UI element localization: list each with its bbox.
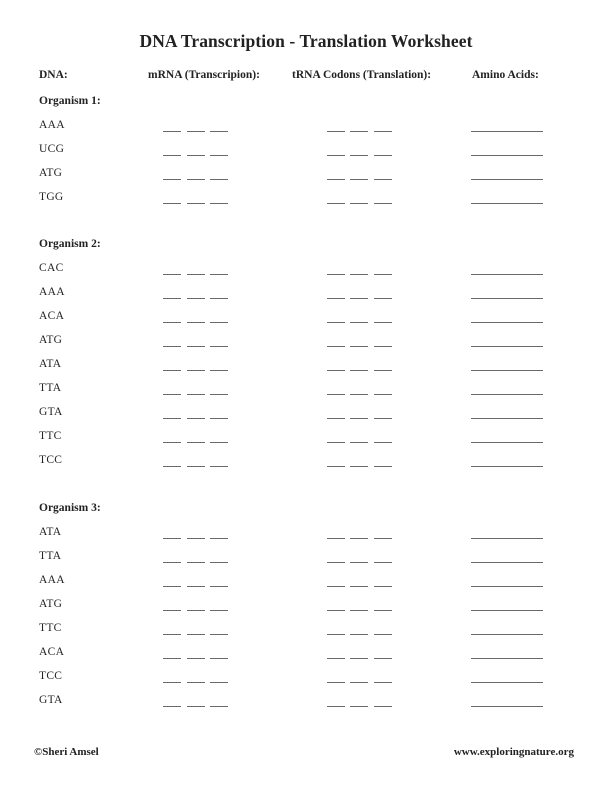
organism-label: Organism 2:: [39, 238, 101, 250]
mrna-blank[interactable]: [163, 706, 181, 707]
mrna-blank[interactable]: [163, 610, 181, 611]
dna-column-header: DNA:: [39, 69, 68, 81]
trna-column-header: tRNA Codons (Translation):: [292, 69, 432, 81]
trna-blank[interactable]: [350, 682, 368, 683]
trna-blank[interactable]: [327, 538, 345, 539]
trna-blank[interactable]: [374, 179, 392, 180]
mrna-blank[interactable]: [163, 442, 181, 443]
mrna-blank[interactable]: [210, 155, 228, 156]
trna-blank[interactable]: [374, 586, 392, 587]
mrna-blank[interactable]: [210, 203, 228, 204]
mrna-blank[interactable]: [187, 298, 205, 299]
dna-codon: ACA: [39, 310, 65, 322]
mrna-blank[interactable]: [163, 179, 181, 180]
amino-acid-blank[interactable]: [471, 370, 543, 371]
trna-blank[interactable]: [327, 203, 345, 204]
mrna-blank[interactable]: [187, 634, 205, 635]
mrna-blank[interactable]: [210, 706, 228, 707]
mrna-blank[interactable]: [163, 131, 181, 132]
dna-codon: AAA: [39, 286, 65, 298]
amino-acid-blank[interactable]: [471, 586, 543, 587]
trna-blank[interactable]: [327, 346, 345, 347]
mrna-blank[interactable]: [210, 370, 228, 371]
trna-blank[interactable]: [327, 658, 345, 659]
amino-acid-blank[interactable]: [471, 418, 543, 419]
mrna-blank[interactable]: [210, 562, 228, 563]
mrna-blank[interactable]: [163, 562, 181, 563]
mrna-blank[interactable]: [187, 682, 205, 683]
trna-blank[interactable]: [374, 442, 392, 443]
dna-codon: UCG: [39, 143, 65, 155]
copyright-text: ©Sheri Amsel: [34, 746, 99, 758]
mrna-blank[interactable]: [187, 706, 205, 707]
trna-blank[interactable]: [374, 298, 392, 299]
mrna-blank[interactable]: [187, 538, 205, 539]
trna-blank[interactable]: [350, 346, 368, 347]
amino-acid-blank[interactable]: [471, 394, 543, 395]
trna-blank[interactable]: [327, 131, 345, 132]
dna-codon: TCC: [39, 454, 63, 466]
mrna-blank[interactable]: [210, 418, 228, 419]
trna-blank[interactable]: [327, 442, 345, 443]
amino-acid-blank[interactable]: [471, 298, 543, 299]
dna-codon: ATG: [39, 167, 63, 179]
mrna-blank[interactable]: [163, 346, 181, 347]
mrna-blank[interactable]: [210, 466, 228, 467]
mrna-blank[interactable]: [163, 370, 181, 371]
dna-codon: CAC: [39, 262, 64, 274]
trna-blank[interactable]: [374, 610, 392, 611]
dna-codon: ATA: [39, 526, 62, 538]
organism-label: Organism 1:: [39, 95, 101, 107]
mrna-blank[interactable]: [187, 586, 205, 587]
trna-blank[interactable]: [350, 394, 368, 395]
trna-blank[interactable]: [374, 203, 392, 204]
mrna-blank[interactable]: [210, 538, 228, 539]
trna-blank[interactable]: [374, 682, 392, 683]
worksheet-title: DNA Transcription - Translation Worksheet: [139, 31, 473, 51]
dna-codon: TTC: [39, 622, 62, 634]
mrna-blank[interactable]: [163, 682, 181, 683]
trna-blank[interactable]: [374, 155, 392, 156]
dna-codon: GTA: [39, 406, 63, 418]
trna-blank[interactable]: [327, 274, 345, 275]
amino-acid-blank[interactable]: [471, 634, 543, 635]
trna-blank[interactable]: [374, 418, 392, 419]
dna-codon: ATA: [39, 358, 62, 370]
mrna-blank[interactable]: [187, 370, 205, 371]
mrna-blank[interactable]: [163, 418, 181, 419]
trna-blank[interactable]: [327, 298, 345, 299]
dna-codon: TTA: [39, 382, 62, 394]
mrna-blank[interactable]: [210, 322, 228, 323]
trna-blank[interactable]: [350, 586, 368, 587]
amino-acid-blank[interactable]: [471, 131, 543, 132]
trna-blank[interactable]: [374, 562, 392, 563]
mrna-blank[interactable]: [210, 179, 228, 180]
mrna-blank[interactable]: [210, 274, 228, 275]
trna-blank[interactable]: [350, 466, 368, 467]
trna-blank[interactable]: [374, 634, 392, 635]
mrna-column-header: mRNA (Transcripion):: [148, 69, 260, 81]
mrna-blank[interactable]: [163, 658, 181, 659]
trna-blank[interactable]: [350, 179, 368, 180]
mrna-blank[interactable]: [187, 203, 205, 204]
trna-blank[interactable]: [327, 634, 345, 635]
trna-blank[interactable]: [374, 706, 392, 707]
trna-blank[interactable]: [327, 418, 345, 419]
dna-codon: TGG: [39, 191, 64, 203]
amino-acid-blank[interactable]: [471, 562, 543, 563]
amino-acid-blank[interactable]: [471, 538, 543, 539]
mrna-blank[interactable]: [163, 466, 181, 467]
trna-blank[interactable]: [350, 610, 368, 611]
mrna-blank[interactable]: [187, 418, 205, 419]
trna-blank[interactable]: [327, 322, 345, 323]
mrna-blank[interactable]: [210, 131, 228, 132]
mrna-blank[interactable]: [187, 346, 205, 347]
trna-blank[interactable]: [327, 706, 345, 707]
trna-blank[interactable]: [327, 610, 345, 611]
trna-blank[interactable]: [327, 586, 345, 587]
mrna-blank[interactable]: [163, 322, 181, 323]
trna-blank[interactable]: [350, 418, 368, 419]
amino-acid-blank[interactable]: [471, 322, 543, 323]
trna-blank[interactable]: [374, 131, 392, 132]
dna-codon: ATG: [39, 334, 63, 346]
website-text: www.exploringnature.org: [453, 746, 574, 758]
trna-blank[interactable]: [374, 322, 392, 323]
trna-blank[interactable]: [327, 179, 345, 180]
mrna-blank[interactable]: [210, 610, 228, 611]
mrna-blank[interactable]: [187, 658, 205, 659]
dna-codon: AAA: [39, 574, 65, 586]
mrna-blank[interactable]: [187, 562, 205, 563]
mrna-blank[interactable]: [210, 658, 228, 659]
trna-blank[interactable]: [350, 274, 368, 275]
amino-acid-blank[interactable]: [471, 346, 543, 347]
mrna-blank[interactable]: [187, 155, 205, 156]
trna-blank[interactable]: [327, 370, 345, 371]
mrna-blank[interactable]: [210, 394, 228, 395]
amino-acid-blank[interactable]: [471, 466, 543, 467]
mrna-blank[interactable]: [187, 131, 205, 132]
dna-codon: AAA: [39, 119, 65, 131]
dna-codon: TTA: [39, 550, 62, 562]
trna-blank[interactable]: [350, 370, 368, 371]
dna-codon: TTC: [39, 430, 62, 442]
mrna-blank[interactable]: [187, 274, 205, 275]
mrna-blank[interactable]: [210, 298, 228, 299]
organism-label: Organism 3:: [39, 502, 101, 514]
trna-blank[interactable]: [374, 274, 392, 275]
trna-blank[interactable]: [350, 442, 368, 443]
trna-blank[interactable]: [350, 538, 368, 539]
amino-acid-blank[interactable]: [471, 682, 543, 683]
mrna-blank[interactable]: [210, 346, 228, 347]
trna-blank[interactable]: [350, 298, 368, 299]
trna-blank[interactable]: [374, 346, 392, 347]
mrna-blank[interactable]: [187, 466, 205, 467]
amino-acid-blank[interactable]: [471, 203, 543, 204]
trna-blank[interactable]: [350, 131, 368, 132]
mrna-blank[interactable]: [163, 155, 181, 156]
amino-acid-blank[interactable]: [471, 442, 543, 443]
mrna-blank[interactable]: [187, 322, 205, 323]
trna-blank[interactable]: [350, 658, 368, 659]
mrna-blank[interactable]: [187, 442, 205, 443]
trna-blank[interactable]: [350, 634, 368, 635]
trna-blank[interactable]: [350, 706, 368, 707]
trna-blank[interactable]: [374, 658, 392, 659]
amino-acid-blank[interactable]: [471, 155, 543, 156]
mrna-blank[interactable]: [187, 394, 205, 395]
trna-blank[interactable]: [327, 562, 345, 563]
amino-acid-blank[interactable]: [471, 179, 543, 180]
trna-blank[interactable]: [374, 370, 392, 371]
mrna-blank[interactable]: [210, 682, 228, 683]
mrna-blank[interactable]: [163, 538, 181, 539]
dna-codon: TCC: [39, 670, 63, 682]
trna-blank[interactable]: [374, 466, 392, 467]
trna-blank[interactable]: [327, 682, 345, 683]
mrna-blank[interactable]: [210, 442, 228, 443]
amino-acid-blank[interactable]: [471, 274, 543, 275]
trna-blank[interactable]: [350, 322, 368, 323]
mrna-blank[interactable]: [210, 586, 228, 587]
mrna-blank[interactable]: [163, 203, 181, 204]
mrna-blank[interactable]: [187, 179, 205, 180]
mrna-blank[interactable]: [210, 634, 228, 635]
trna-blank[interactable]: [327, 155, 345, 156]
trna-blank[interactable]: [327, 394, 345, 395]
trna-blank[interactable]: [374, 394, 392, 395]
trna-blank[interactable]: [350, 562, 368, 563]
trna-blank[interactable]: [350, 155, 368, 156]
amino-acid-blank[interactable]: [471, 706, 543, 707]
mrna-blank[interactable]: [163, 394, 181, 395]
mrna-blank[interactable]: [163, 634, 181, 635]
dna-codon: ACA: [39, 646, 65, 658]
mrna-blank[interactable]: [163, 274, 181, 275]
amino-acid-blank[interactable]: [471, 658, 543, 659]
dna-codon: ATG: [39, 598, 63, 610]
amino-acid-blank[interactable]: [471, 610, 543, 611]
dna-codon: GTA: [39, 694, 63, 706]
mrna-blank[interactable]: [163, 586, 181, 587]
mrna-blank[interactable]: [187, 610, 205, 611]
trna-blank[interactable]: [327, 466, 345, 467]
trna-blank[interactable]: [374, 538, 392, 539]
mrna-blank[interactable]: [163, 298, 181, 299]
amino-acids-column-header: Amino Acids:: [472, 69, 539, 81]
trna-blank[interactable]: [350, 203, 368, 204]
